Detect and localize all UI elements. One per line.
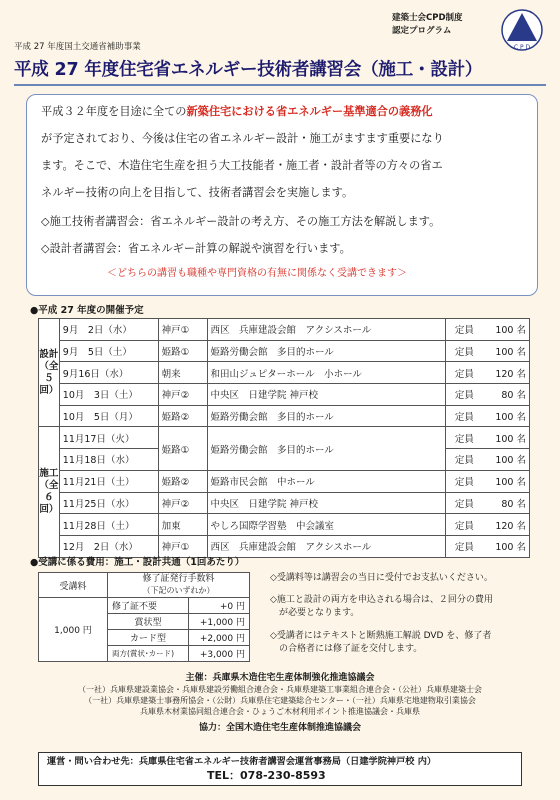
schedule-capacity: 100 名 (483, 405, 529, 427)
contact-tel[interactable]: TEL：078-230-8593 (207, 769, 326, 782)
cooperation-label: 協力：全国木造住宅生産体制推進協議会 (198, 723, 361, 733)
schedule-capacity-label: 定員 (445, 449, 483, 471)
intro-line1-text: 平成３２年度を目途に全ての (41, 105, 187, 118)
schedule-city: 加東 (158, 514, 207, 536)
contact-line1: 運営・問い合わせ先：兵庫県住宅省エネルギー技術者講習会運営事務局（日建学院神戸校 内） (47, 756, 437, 767)
schedule-venue: 姫路労働会館 多目的ホール (207, 340, 445, 362)
schedule-row (39, 405, 530, 427)
cpd-line1: 建築士会CPD制度 (392, 13, 463, 23)
schedule-city: 姫路① (158, 340, 207, 362)
schedule-capacity-label: 定員 (445, 492, 483, 514)
intro-line3: ます。そこで、木造住宅生産を担う大工技能者・施工者・設計者等の方々の省エ (41, 159, 443, 172)
schedule-venue: 姫路市民会館 中ホール (207, 470, 445, 492)
design-group-label: 設計（全５回） (39, 319, 60, 427)
schedule-city: 姫路② (158, 405, 207, 427)
schedule-capacity: 120 名 (483, 362, 529, 384)
cert-option-label: 両方(賞状･カード) (108, 646, 189, 662)
cert-col-sub: （下記のいずれか） (142, 586, 215, 595)
intro-item-design: ◇設計者講習会：省エネルギー計算の解説や演習を行います。 (41, 242, 351, 255)
members-line3: 兵庫県木材業協同組合連合会・ひょうご木材利用ポイント推進協議会・兵庫県 (140, 707, 420, 716)
fee-note-3 (270, 630, 550, 656)
schedule-capacity: 100 名 (483, 470, 529, 492)
schedule-venue: やしろ国際学習塾 中会議室 (207, 514, 445, 536)
fee-table (38, 572, 250, 662)
intro-note: ＜どちらの講習も職種や専門資格の有無に関係なく受講できます＞ (107, 268, 407, 279)
schedule-city: 姫路① (158, 427, 207, 470)
schedule-capacity: 80 名 (483, 492, 529, 514)
schedule-city: 神戸② (158, 492, 207, 514)
schedule-table (38, 318, 530, 558)
schedule-venue: 西区 兵庫建設会館 アクシスホール (207, 535, 445, 557)
schedule-capacity-label: 定員 (445, 514, 483, 536)
schedule-capacity: 100 名 (483, 319, 529, 341)
title-divider (14, 84, 546, 86)
fee-amount: 1,000 円 (39, 598, 108, 662)
schedule-date: 11月25日（水） (59, 492, 158, 514)
cert-col-header (108, 573, 250, 598)
schedule-city: 神戸① (158, 319, 207, 341)
cert-option-price: +2,000 円 (189, 630, 250, 646)
cert-option-label: 賞状型 (108, 614, 189, 630)
fee-col-header: 受講料 (39, 573, 108, 598)
schedule-heading: ●平成 27 年度の開催予定 (30, 305, 144, 316)
cert-option-label: カード型 (108, 630, 189, 646)
schedule-date: 9月16日（水） (59, 362, 158, 384)
schedule-row (39, 514, 530, 536)
schedule-date: 11月28日（土） (59, 514, 158, 536)
page-title: 平成 27 年度住宅省エネルギー技術者講習会（施工・設計） (14, 60, 483, 80)
construction-group-label: 施工（全６回） (39, 427, 60, 557)
schedule-row (39, 492, 530, 514)
schedule-date: 11月17日（火） (59, 427, 158, 449)
fee-note-3b: の合格者には修了証を交付します。 (270, 644, 423, 654)
schedule-capacity-label: 定員 (445, 362, 483, 384)
cpd-label (392, 12, 463, 38)
schedule-row (39, 319, 530, 341)
schedule-row (39, 384, 530, 406)
subsidy-label: 平成 27 年度国土交通省補助事業 (14, 42, 141, 52)
cpd-logo-text: C P D (513, 44, 531, 51)
fee-heading: ●受講に係る費用：施工・設計共通（1回あたり） (30, 557, 245, 568)
schedule-date: 10月 3日（土） (59, 384, 158, 406)
schedule-capacity: 80 名 (483, 384, 529, 406)
schedule-capacity: 100 名 (483, 535, 529, 557)
schedule-date: 9月 2日（水） (59, 319, 158, 341)
schedule-row (39, 340, 530, 362)
cert-option-price: +1,000 円 (189, 614, 250, 630)
host-label: 主催：兵庫県木造住宅生産体制強化推進協議会 (185, 673, 375, 683)
organizers (14, 673, 546, 734)
fee-note-3a: ◇受講者にはテキストと断熱施工解説 DVD を、修了者 (270, 631, 492, 641)
schedule-venue: 中央区 日建学院 神戸校 (207, 384, 445, 406)
schedule-venue: 和田山ジュピターホール 小ホール (207, 362, 445, 384)
schedule-capacity-label: 定員 (445, 535, 483, 557)
schedule-capacity-label: 定員 (445, 405, 483, 427)
intro-box (26, 94, 538, 296)
schedule-date: 9月 5日（土） (59, 340, 158, 362)
schedule-capacity-label: 定員 (445, 319, 483, 341)
schedule-capacity: 100 名 (483, 427, 529, 449)
fee-note-2 (270, 594, 550, 620)
intro-line4: ネルギー技術の向上を目指して、技術者講習会を実施します。 (41, 186, 354, 199)
cert-col-title: 修了証発行手数料 (142, 574, 215, 584)
schedule-capacity: 100 名 (483, 449, 529, 471)
schedule-venue: 西区 兵庫建設会館 アクシスホール (207, 319, 445, 341)
cert-option-label: 修了証不要 (108, 598, 189, 614)
cert-option-price: +3,000 円 (189, 646, 250, 662)
schedule-city: 神戸② (158, 384, 207, 406)
schedule-city: 神戸① (158, 535, 207, 557)
cert-option-price: +0 円 (189, 598, 250, 614)
intro-line2: が予定されており、今後は住宅の省エネルギー設計・施工がますます重要になり (41, 132, 444, 145)
schedule-capacity-label: 定員 (445, 340, 483, 362)
schedule-capacity-label: 定員 (445, 384, 483, 406)
schedule-date: 12月 2日（水） (59, 535, 158, 557)
intro-highlight: 新築住宅における省エネルギー基準適合の義務化 (186, 105, 433, 118)
fee-note-2b: が必要となります。 (270, 608, 360, 618)
members-line1: （一社）兵庫県建設業協会・兵庫県建設労働組合連合会・兵庫県建築工事業組合連合会・（公社）兵庫県建築士会 (78, 685, 482, 694)
schedule-venue: 姫路労働会館 多目的ホール (207, 427, 445, 470)
schedule-capacity-label: 定員 (445, 427, 483, 449)
intro-line1 (41, 105, 529, 119)
schedule-venue: 中央区 日建学院 神戸校 (207, 492, 445, 514)
fee-note-1: ◇受講料等は講習会の当日に受付でお支払いください。 (270, 573, 493, 583)
schedule-city: 姫路② (158, 470, 207, 492)
intro-item-construction: ◇施工技術者講習会：省エネルギー設計の考え方、その施工方法を解説します。 (41, 215, 441, 228)
members-line2: （一社）兵庫県建築士事務所協会・（公財）兵庫県住宅建築総合センター・（一社）兵庫県宅地建物取引業協会 (84, 696, 476, 705)
schedule-city: 朝来 (158, 362, 207, 384)
contact-box (38, 752, 522, 786)
schedule-capacity-label: 定員 (445, 470, 483, 492)
schedule-row (39, 362, 530, 384)
schedule-date: 11月21日（土） (59, 470, 158, 492)
schedule-row (39, 427, 530, 449)
schedule-row (39, 470, 530, 492)
cpd-line2: 認定プログラム (392, 26, 452, 36)
schedule-capacity: 120 名 (483, 514, 529, 536)
schedule-capacity: 100 名 (483, 340, 529, 362)
schedule-venue: 姫路労働会館 多目的ホール (207, 405, 445, 427)
fee-note-2a: ◇施工と設計の両方を申込される場合は、２回分の費用 (270, 595, 493, 605)
schedule-date: 11月18日（水） (59, 449, 158, 471)
cpd-logo-icon (500, 8, 544, 52)
schedule-date: 10月 5日（月） (59, 405, 158, 427)
